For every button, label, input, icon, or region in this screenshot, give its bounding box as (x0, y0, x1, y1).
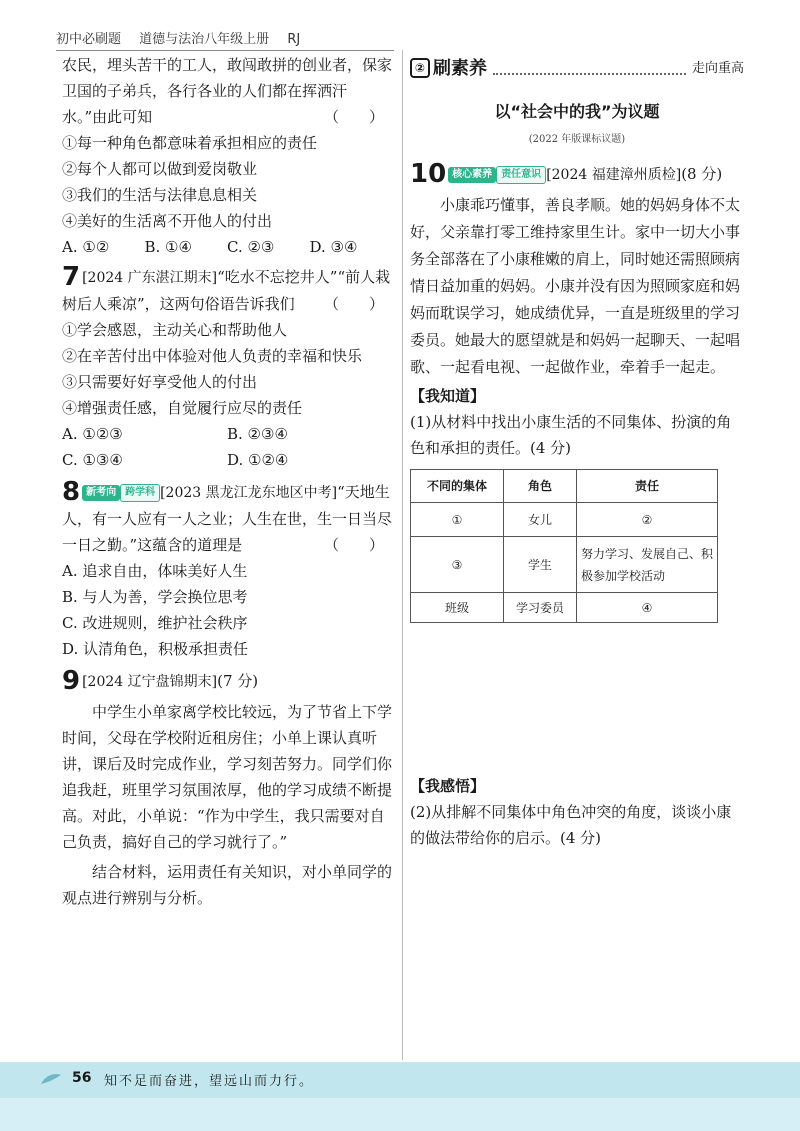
question-score: (7 分) (217, 672, 259, 690)
cross-subject-badge: 跨学科 (120, 484, 160, 502)
q7-item: ①学会感恩，主动关心和帮助他人 (62, 321, 288, 339)
option-d[interactable]: D. ③④ (309, 238, 358, 256)
question-number: 8 (62, 477, 81, 507)
footer-motto: 知不足而奋进，望远山而力行。 (104, 1074, 315, 1089)
page-header (56, 28, 746, 50)
topic-subtitle: (2022 年版课标议题) (528, 134, 626, 145)
table-cell: 努力学习、发展自己、积极参加学校活动 (577, 537, 718, 593)
option-d[interactable]: D. ①②④ (227, 451, 289, 469)
q7-item: ④增强责任感，自觉履行应尽的责任 (62, 399, 303, 417)
q6-options (62, 234, 392, 260)
question-7 (62, 264, 392, 473)
question-number: 7 (62, 262, 81, 292)
table-row (411, 537, 718, 593)
q8-stem: 8 新考向 跨学科 [2023 黑龙江龙东地区中考]“天地生人，有一人应有一人之业；人生在世，生一日当尽一日之勤。”这蕴含的道理是 （ ） (62, 479, 392, 558)
leaf-icon (40, 1072, 62, 1086)
feel-heading: 【我感悟】 (410, 777, 486, 795)
option-b[interactable]: B. 与人为善，学会换位思考 (62, 588, 248, 606)
question-source: [2024 广东湛江期末] (82, 270, 218, 286)
page-number: 56 (72, 1070, 92, 1086)
question-8 (62, 479, 392, 662)
table-cell: 学习委员 (504, 593, 577, 623)
question-10 (410, 161, 744, 1031)
new-trend-badge: 新考向 (82, 485, 120, 501)
table-cell: 班级 (411, 593, 504, 623)
right-column (410, 55, 744, 1031)
q9-task: 结合材料，运用责任有关知识，对小单同学的观点进行辨别与分析。 (62, 863, 393, 907)
q7-item: ②在辛苦付出中体验对他人负责的幸福和快乐 (62, 347, 363, 365)
q7-item: ③只需要好好享受他人的付出 (62, 373, 258, 391)
left-column (62, 52, 392, 913)
answer-paren: （ ） (323, 295, 384, 313)
question-6-continued (62, 52, 392, 260)
table-cell[interactable]: ① (411, 503, 504, 537)
question-source: [2024 福建漳州质检] (546, 167, 682, 183)
section-title: ② 刷素养 (410, 56, 487, 82)
option-c[interactable]: C. 改进规则，维护社会秩序 (62, 614, 248, 632)
q6-item: ③我们的生活与法律息息相关 (62, 186, 258, 204)
table-header-row (411, 470, 718, 503)
table-cell[interactable]: ④ (577, 593, 718, 623)
q9-head (62, 668, 392, 695)
edition-label: RJ (287, 32, 301, 47)
section-right-label: 走向重高 (691, 61, 744, 76)
topic-title: 以“社会中的我”为议题 (494, 102, 660, 121)
q10-material: 小康乖巧懂事，善良孝顺。她的妈妈身体不太好，父亲靠打零工维持家里生计。家中一切大小事务全部落在了小康稚嫩的肩上，同时她还需照顾病情日益加重的妈妈。小康并没有因为照顾家庭和妈妈而耽误学习，她成绩优异，一直是班级里的学习委员。她最大的愿望就是和妈妈一起聊天、一起唱歌、一起看电视、一起做作业，牵着手一起走。 (410, 196, 741, 376)
q10-sub1: (1)从材料中找出小康生活的不同集体、扮演的角色和承担的责任。(4 分) (410, 413, 732, 457)
core-literacy-badge: 核心素养 (448, 167, 496, 183)
table-cell[interactable]: ② (577, 503, 718, 537)
q10-sub2: (2)从排解不同集体中角色冲突的角度，谈谈小康的做法带给你的启示。(4 分) (410, 803, 732, 847)
role-table (410, 469, 718, 623)
q6-item: ②每个人都可以做到爱岗敬业 (62, 160, 258, 178)
table-header: 角色 (504, 470, 577, 503)
question-score: (8 分) (681, 165, 723, 183)
answer-space-2[interactable] (410, 851, 744, 1031)
q6-item: ①每一种角色都意味着承担相应的责任 (62, 134, 318, 152)
question-source: [2024 辽宁盘锦期末] (82, 674, 218, 690)
header-rule (56, 50, 394, 51)
q7-options-row1 (62, 421, 392, 447)
question-9 (62, 668, 392, 911)
option-a[interactable]: A. ①② (62, 238, 110, 256)
question-number: 9 (62, 666, 81, 696)
question-source: [2023 黑龙江龙东地区中考] (160, 485, 338, 501)
option-c[interactable]: C. ②③ (227, 238, 275, 256)
table-row (411, 503, 718, 537)
answer-paren: （ ） (323, 536, 384, 554)
q6-item: ④美好的生活离不开他人的付出 (62, 212, 273, 230)
option-d[interactable]: D. 认清角色，积极承担责任 (62, 640, 249, 658)
subject-title: 道德与法治八年级上册 (139, 32, 270, 47)
option-a[interactable]: A. 追求自由，体味美好人生 (62, 562, 248, 580)
q10-head (410, 161, 744, 188)
table-cell[interactable]: ③ (411, 537, 504, 593)
q7-options-row2 (62, 447, 392, 473)
table-header: 责任 (577, 470, 718, 503)
section-header (410, 55, 744, 83)
section-dotted-rule (493, 63, 686, 75)
book-title: 初中必刷题 (56, 32, 122, 47)
option-a[interactable]: A. ①②③ (62, 425, 123, 443)
table-cell: 女儿 (504, 503, 577, 537)
page-footer (0, 1062, 800, 1131)
table-cell: 学生 (504, 537, 577, 593)
option-b[interactable]: B. ①④ (144, 238, 192, 256)
q6-stem: 农民，埋头苦干的工人，敢闯敢拼的创业者，保家卫国的子弟兵，各行各业的人们都在挥洒汗水。”由此可知 （ ） (62, 52, 392, 130)
answer-paren: （ ） (323, 108, 384, 126)
section-box-number: ② (410, 58, 430, 78)
q7-stem: 7 [2024 广东湛江期末]“吃水不忘挖井人”“前人栽树后人乘凉”，这两句俗语告诉我们 （ ） (62, 264, 392, 317)
know-heading: 【我知道】 (410, 387, 486, 405)
q9-material: 中学生小单家离学校比较远，为了节省上下学时间，父母在学校附近租房住；小单上课认真听讲，课后及时完成作业，学习刻苦努力。同学们你追我赶，班里学习氛围浓厚，他的学习成绩不断提高。对此，小单说：“作为中学生，我只需要对自己负责，搞好自己的学习就行了。” (62, 703, 393, 851)
column-divider (402, 50, 403, 1060)
table-header: 不同的集体 (411, 470, 504, 503)
responsibility-badge: 责任意识 (496, 166, 546, 184)
option-c[interactable]: C. ①③④ (62, 451, 123, 469)
table-row (411, 593, 718, 623)
question-number: 10 (410, 159, 447, 189)
option-b[interactable]: B. ②③④ (227, 425, 288, 443)
answer-space-1[interactable] (410, 623, 744, 773)
